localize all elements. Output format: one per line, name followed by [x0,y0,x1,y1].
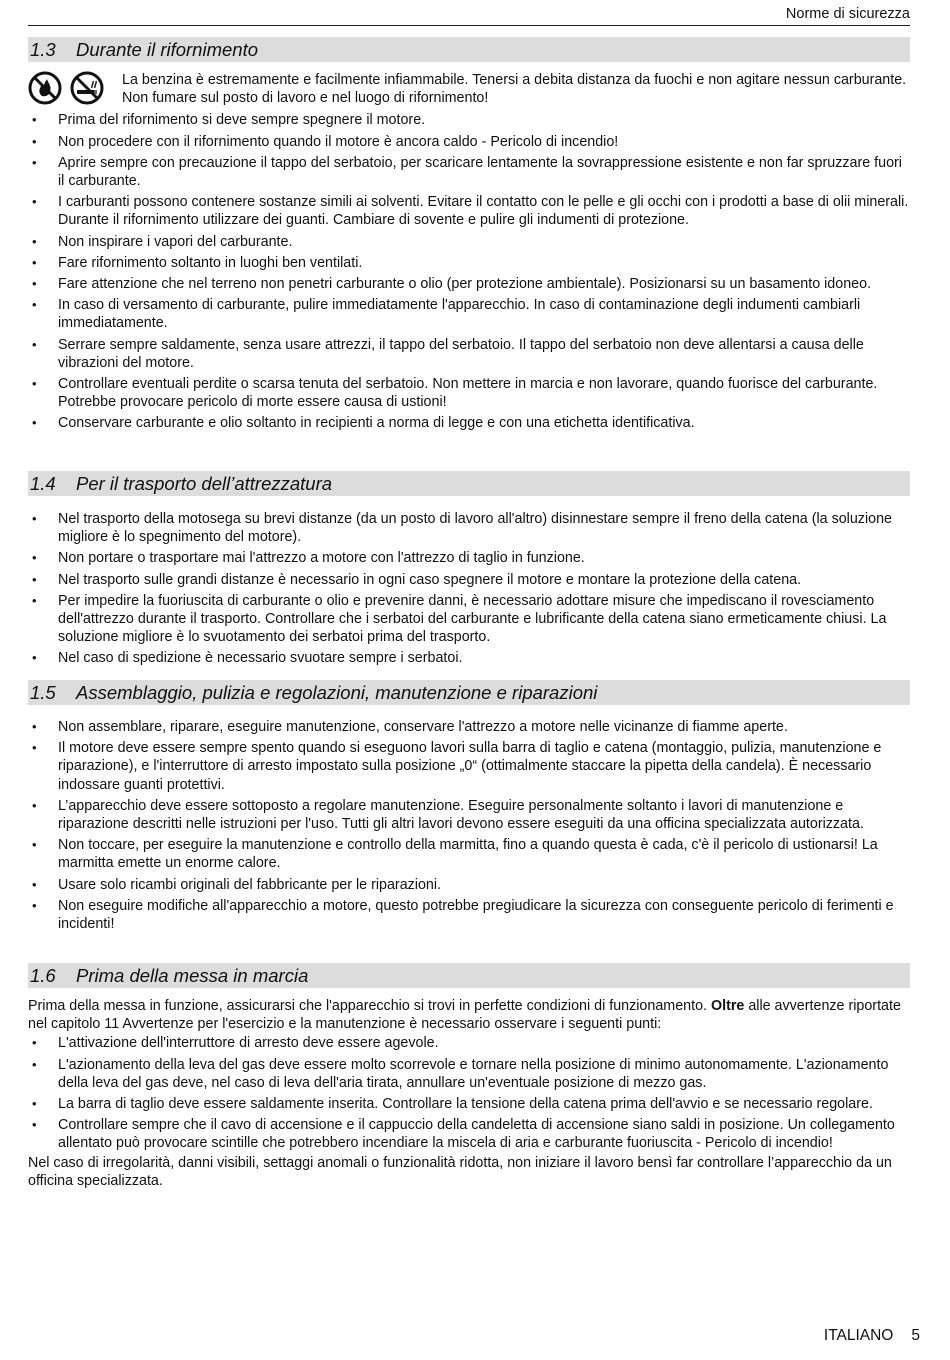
list-item: • La barra di taglio deve essere saldamente inserita. Controllare la tensione della catena prima dell'avvio e se necessario regolare. [28,1095,910,1113]
section-heading [28,680,910,705]
intro-text: Prima della messa in funzione, assicurarsi che l'apparecchio si trovi in perfette condizioni di funzionamento. [28,998,711,1014]
page-footer [824,1327,920,1345]
bullet-list [28,510,910,668]
list-item: • Per impedire la fuoriuscita di carburante o olio e prevenire danni, è necessario adottare misure che impediscano il rovesciamento dell'attrezzo durante il trasporto. Controllare che i serbatoi del carburante e lubrificante della catena siano ermeticamente chiusi. La soluzione migliore è lo svuotamento dei serbatoi prima del trasporto. [28,592,910,647]
prohibition-icons [28,71,122,105]
list-item: • L’apparecchio deve essere sottoposto a regolare manutenzione. Eseguire personalmente soltanto i lavori di manutenzione e riparazione descritti nelle istruzioni per l'uso. Tutti gli altri lavori devono essere eseguiti da una officina specializzata autorizzata. [28,797,910,833]
bullet-list [28,1034,910,1152]
list-item: • Non eseguire modifiche all'apparecchio a motore, questo potrebbe pregiudicare la sicurezza con conseguente pericolo di ferimenti e incidenti! [28,897,910,933]
intro-paragraph: La benzina è estremamente e facilmente infiammabile. Tenersi a debita distanza da fuochi e non agitare nessun carburante. Non fumare sul posto di lavoro e nel luogo di rifornimento! [122,72,907,107]
intro-bold-text: Oltre [710,998,745,1014]
section-number: 1.4 [30,473,56,494]
list-item: • Controllare eventuali perdite o scarsa tenuta del serbatoio. Non mettere in marcia e non lavorare, quando fuorisce del carburante. Potrebbe provocare pericolo di morte essere causa di ustioni! [28,375,910,411]
no-smoking-icon [70,71,104,105]
closing-paragraph: Nel caso di irregolarità, danni visibili, settaggi anomali o funzionalità ridotta, non iniziare il lavoro bensì far controllare l’apparecchio da un officina specializzata. [28,1154,892,1189]
section-1-6 [28,963,910,1190]
list-item: • Fare attenzione che nel terreno non penetri carburante o olio (per protezione ambientale). Posizionarsi su un basamento idoneo. [28,275,910,293]
list-item: • L'azionamento della leva del gas deve essere molto scorrevole e tornare nella posizione di minimo autonomamente. L'azionamento della leva del gas deve, nel caso di leva dell'aria tirata, annullare un'eventuale posizione di mezzo gas. [28,1056,910,1092]
list-item: • Non portare o trasportare mai l'attrezzo a motore con l'attrezzo di taglio in funzione. [28,549,910,567]
list-item: • Serrare sempre saldamente, senza usare attrezzi, il tappo del serbatoio. Il tappo del serbatoio non deve allentarsi a causa delle vibrazioni del motore. [28,336,910,372]
section-title: Assemblaggio, pulizia e regolazioni, manutenzione e riparazioni [76,682,598,703]
list-item: • Non assemblare, riparare, eseguire manutenzione, conservare l'attrezzo a motore nelle vicinanze di fiamme aperte. [28,718,910,736]
page-number: 5 [911,1327,920,1344]
list-item: • Prima del rifornimento si deve sempre spegnere il motore. [28,111,910,129]
list-item: • Aprire sempre con precauzione il tappo del serbatoio, per scaricare lentamente la sovrappressione esistente e non far spruzzare fuori il carburante. [28,154,910,190]
list-item: • I carburanti possono contenere sostanze simili ai solventi. Evitare il contatto con le pelle e gli occhi con i prodotti a base di olii minerali. Durante il rifornimento utilizzare dei guanti. Cambiare di sovente e pulire gli indumenti di protezione. [28,193,910,229]
footer-language: ITALIANO [823,1327,894,1344]
intro-paragraph [28,997,910,1033]
list-item: • Non inspirare i vapori del carburante. [28,233,910,251]
section-number: 1.6 [30,965,56,986]
section-title: Per il trasporto dell’attrezzatura [76,473,333,494]
section-1-5 [28,680,910,936]
intro-text-continued: alle avvertenze riportate nel capitolo 11 Avvertenze per l'esercizio e la manutenzione è necessario osservare i seguenti punti: [28,998,901,1033]
warning-intro [28,71,910,107]
list-item: • Nel trasporto della motosega su brevi distanze (da un posto di lavoro all'altro) disinnestare sempre il freno della catena (la soluzione migliore è lo spegnimento del motore). [28,510,910,546]
list-item: • Conservare carburante e olio soltanto in recipienti a norma di legge e con una etichetta identificativa. [28,414,910,432]
list-item: • Controllare sempre che il cavo di accensione e il cappuccio della candeletta di accensione siano saldi in posizione. Un collegamento allentato può provocare scintille che potrebbero incendiare la miscela di aria e carburante fuoriuscita - Pericolo di incendio! [28,1116,910,1152]
list-item: • Nel trasporto sulle grandi distanze è necessario in ogni caso spegnere il motore e montare la protezione della catena. [28,571,910,589]
list-item: • Fare rifornimento soltanto in luoghi ben ventilati. [28,254,910,272]
section-heading [28,471,910,496]
section-1-3 [28,37,910,436]
section-heading [28,37,910,62]
list-item: • Non toccare, per eseguire la manutenzione e controllo della marmitta, fino a quando questa è cada, c'è il pericolo di ustionarsi! La marmitta emette un enorme calore. [28,836,910,872]
list-item: • L'attivazione dell'interruttore di arresto deve essere agevole. [28,1034,910,1052]
no-open-flame-icon [28,71,62,105]
list-item: • In caso di versamento di carburante, pulire immediatamente l'apparecchio. In caso di contaminazione degli indumenti cambiarli immediatamente. [28,296,910,332]
section-title: Durante il rifornimento [76,39,258,60]
section-title: Prima della messa in marcia [76,965,309,986]
bullet-list [28,111,910,432]
header-title: Norme di sicurezza [785,6,910,22]
list-item: • Usare solo ricambi originali del fabbricante per le riparazioni. [28,876,910,894]
page-header [28,6,910,26]
section-1-4 [28,471,910,671]
section-number: 1.5 [30,682,56,703]
section-number: 1.3 [30,39,56,60]
list-item: • Nel caso di spedizione è necessario svuotare sempre i serbatoi. [28,649,910,667]
list-item: • Il motore deve essere sempre spento quando si eseguono lavori sulla barra di taglio e catena (montaggio, pulizia, manutenzione e riparazione), e l'interruttore di arresto impostato sulla posizione „0“ (ottimalmente staccare la pipetta della candela). È necessario indossare guanti protettivi. [28,739,910,794]
list-item: • Non procedere con il rifornimento quando il motore è ancora caldo - Pericolo di incendio! [28,133,910,151]
section-heading [28,963,910,988]
bullet-list [28,718,910,933]
